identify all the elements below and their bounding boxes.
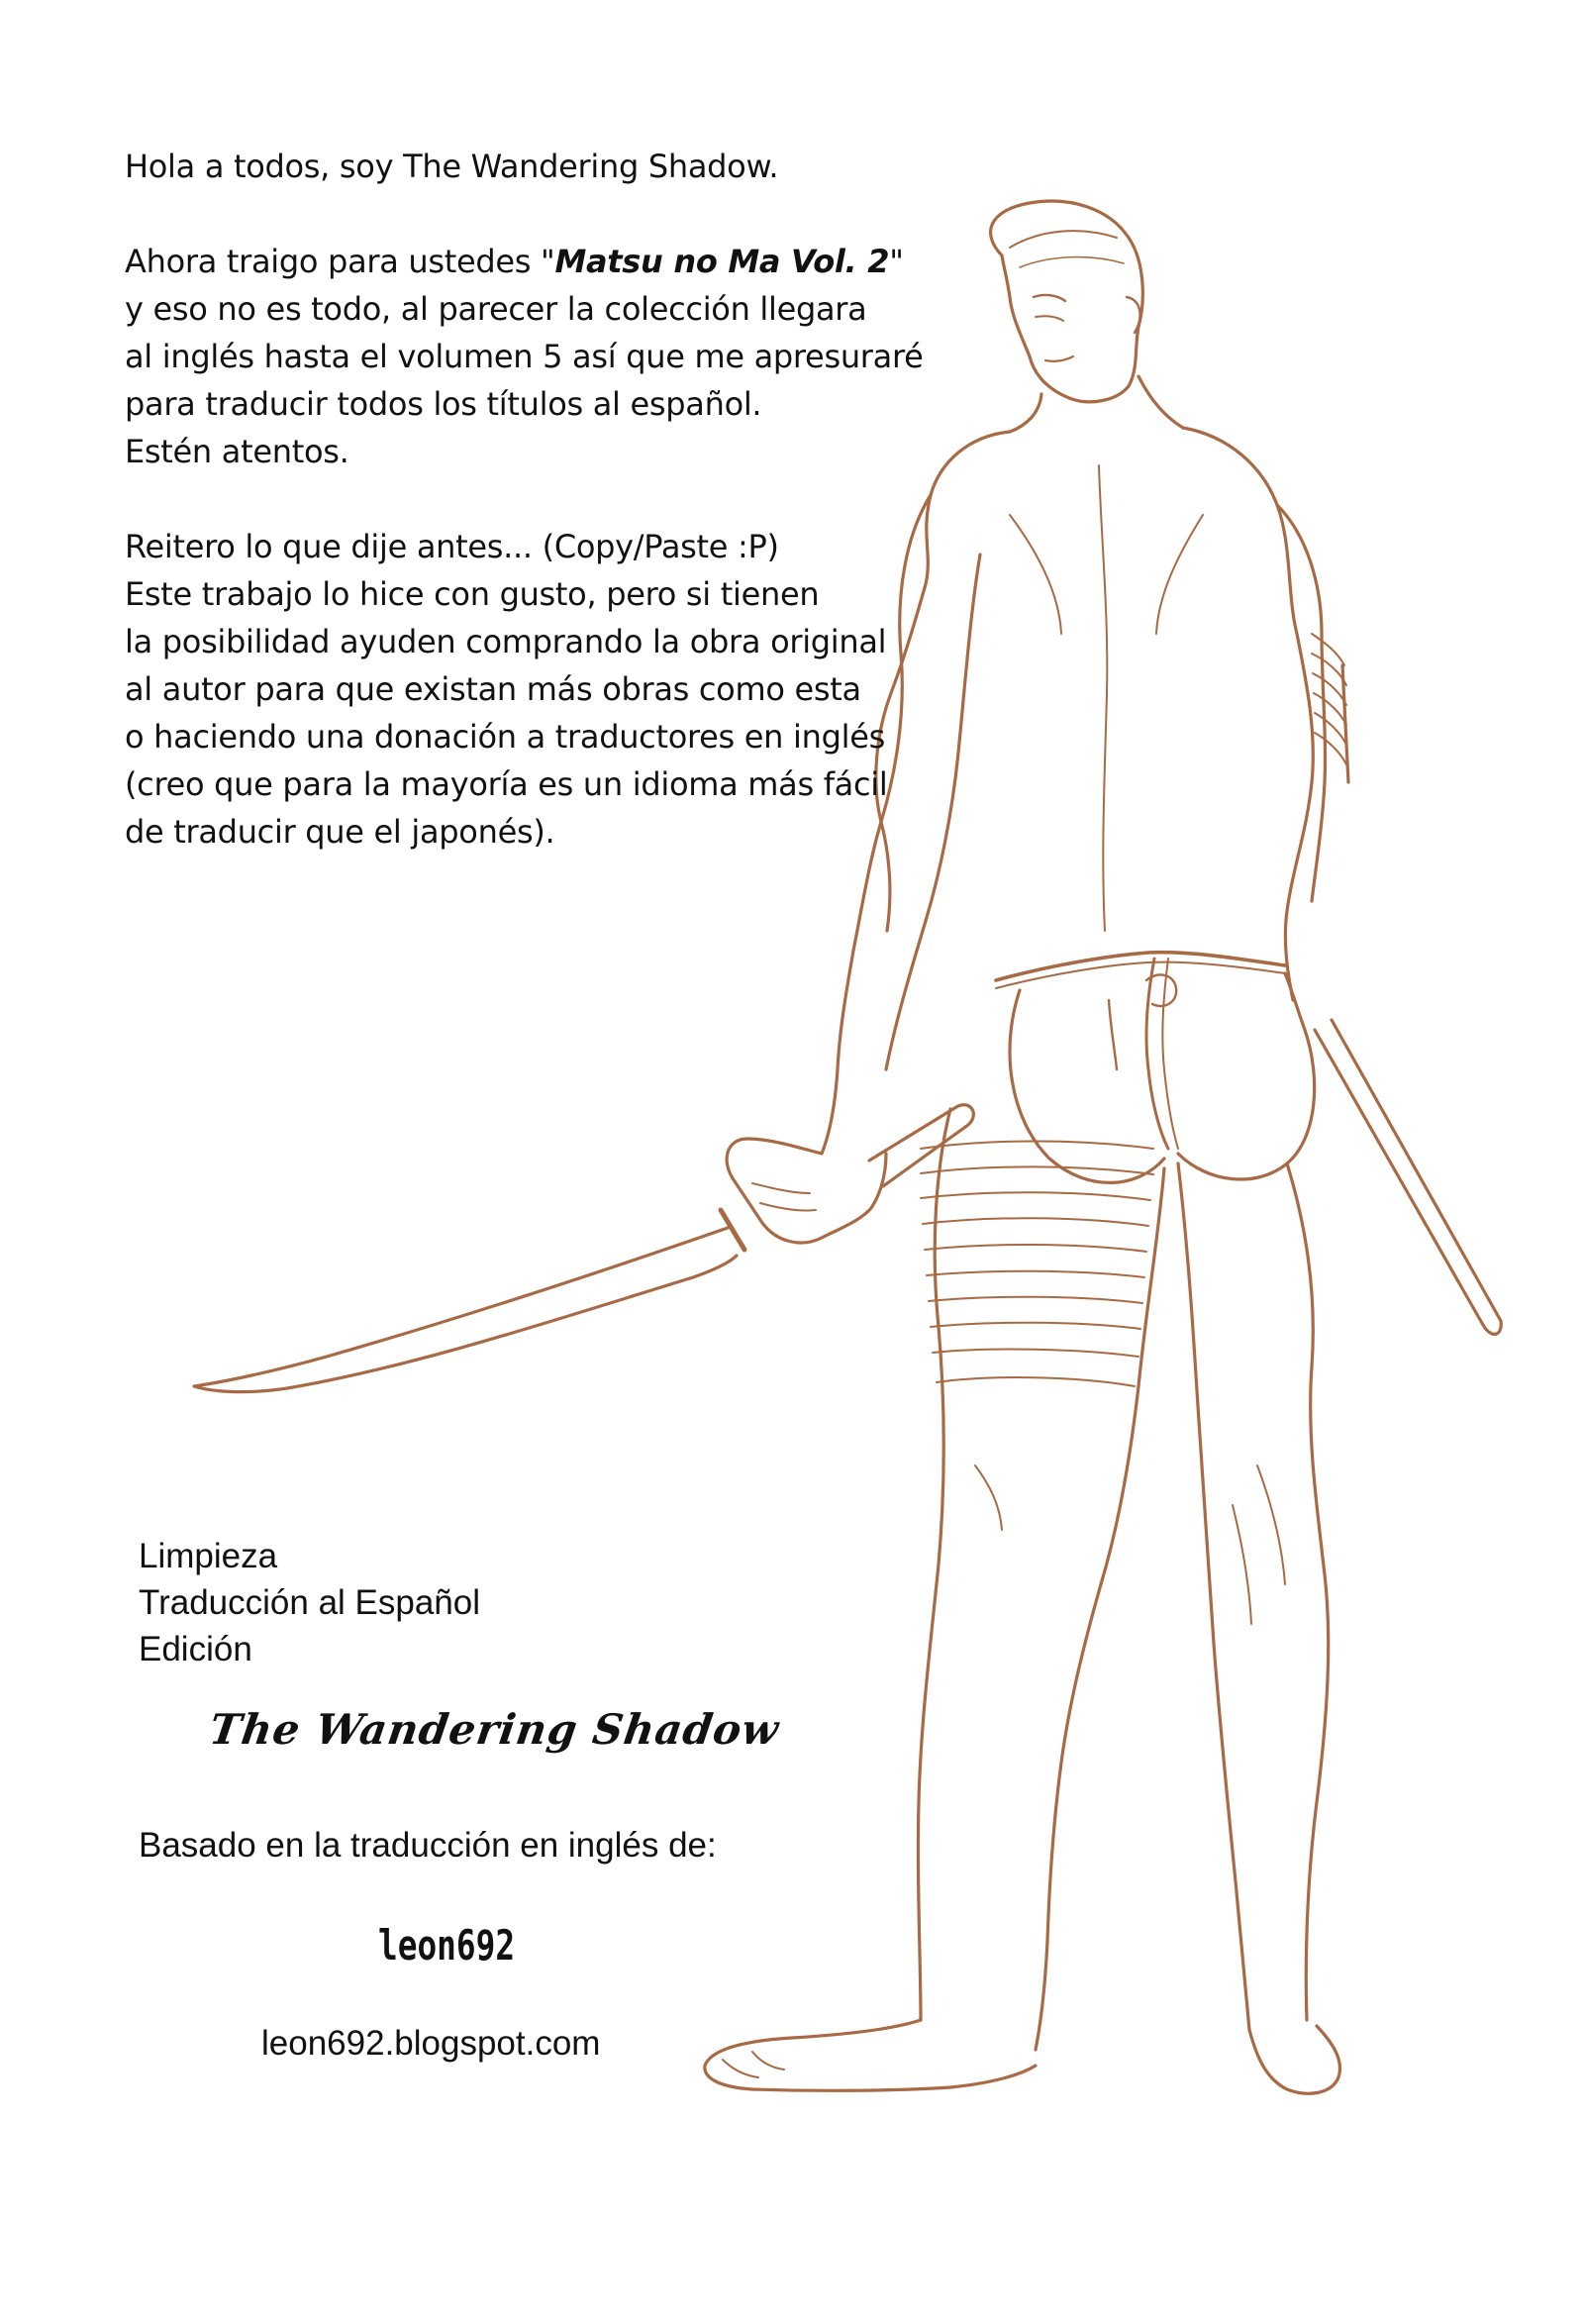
role-cleaning: Limpieza (139, 1537, 278, 1575)
intro-p2-line-2: y eso no es todo, al parecer la colección llegara (125, 290, 867, 328)
rope (996, 953, 1285, 980)
left-leg (918, 1109, 950, 2020)
role-translation: Traducción al Español (139, 1583, 481, 1622)
intro-p3-line-6: (creo que para la mayoría es un idioma más fácil (125, 765, 888, 803)
right-foot (1249, 2026, 1339, 2093)
translator-url: leon692.blogspot.com (261, 2024, 601, 2063)
intro-p3-line-4: al autor para que existan más obras como esta (125, 670, 861, 708)
english-translator-name: leon692 (378, 1921, 516, 1970)
katana-blade (194, 1228, 737, 1392)
intro-greeting-paragraph (125, 143, 976, 190)
signature-the-wandering-shadow: The Wandering Shadow (206, 1705, 783, 1754)
intro-p2-line-1: Ahora traigo para ustedes "Matsu no Ma Vol. 2" (125, 243, 904, 280)
hand (727, 1139, 886, 1243)
intro-p3-line-5: o haciendo una donación a traductores en inglés (125, 718, 885, 756)
credits-roles (139, 1533, 480, 1672)
based-on-text: Basado en la traducción en inglés de: (139, 1826, 717, 1865)
intro-paragraph-2 (125, 238, 976, 475)
intro-p3-line-1: Reitero lo que dije antes... (Copy/Paste :P) (125, 528, 779, 565)
intro-p3-line-3: la posibilidad ayuden comprando la obra original (125, 623, 887, 660)
intro-p3-line-7: de traducir que el japonés). (125, 813, 555, 851)
intro-p2-line-3: al inglés hasta el volumen 5 así que me apresuraré (125, 338, 924, 375)
comic-title: Matsu no Ma Vol. 2 (554, 243, 890, 280)
katana-sheath (1315, 1020, 1501, 1334)
intro-paragraph-3 (125, 523, 976, 856)
intro-p3-line-2: Este trabajo lo hice con gusto, pero si tienen (125, 575, 820, 613)
role-editing: Edición (139, 1630, 252, 1668)
intro-text (125, 143, 976, 903)
right-leg (1287, 1163, 1329, 2020)
intro-greeting: Hola a todos, soy The Wandering Shadow. (125, 148, 779, 185)
intro-p2-line-4: para traducir todos los títulos al español. (125, 385, 762, 423)
neck (1010, 394, 1041, 432)
intro-p2-line-5: Estén atentos. (125, 433, 349, 470)
